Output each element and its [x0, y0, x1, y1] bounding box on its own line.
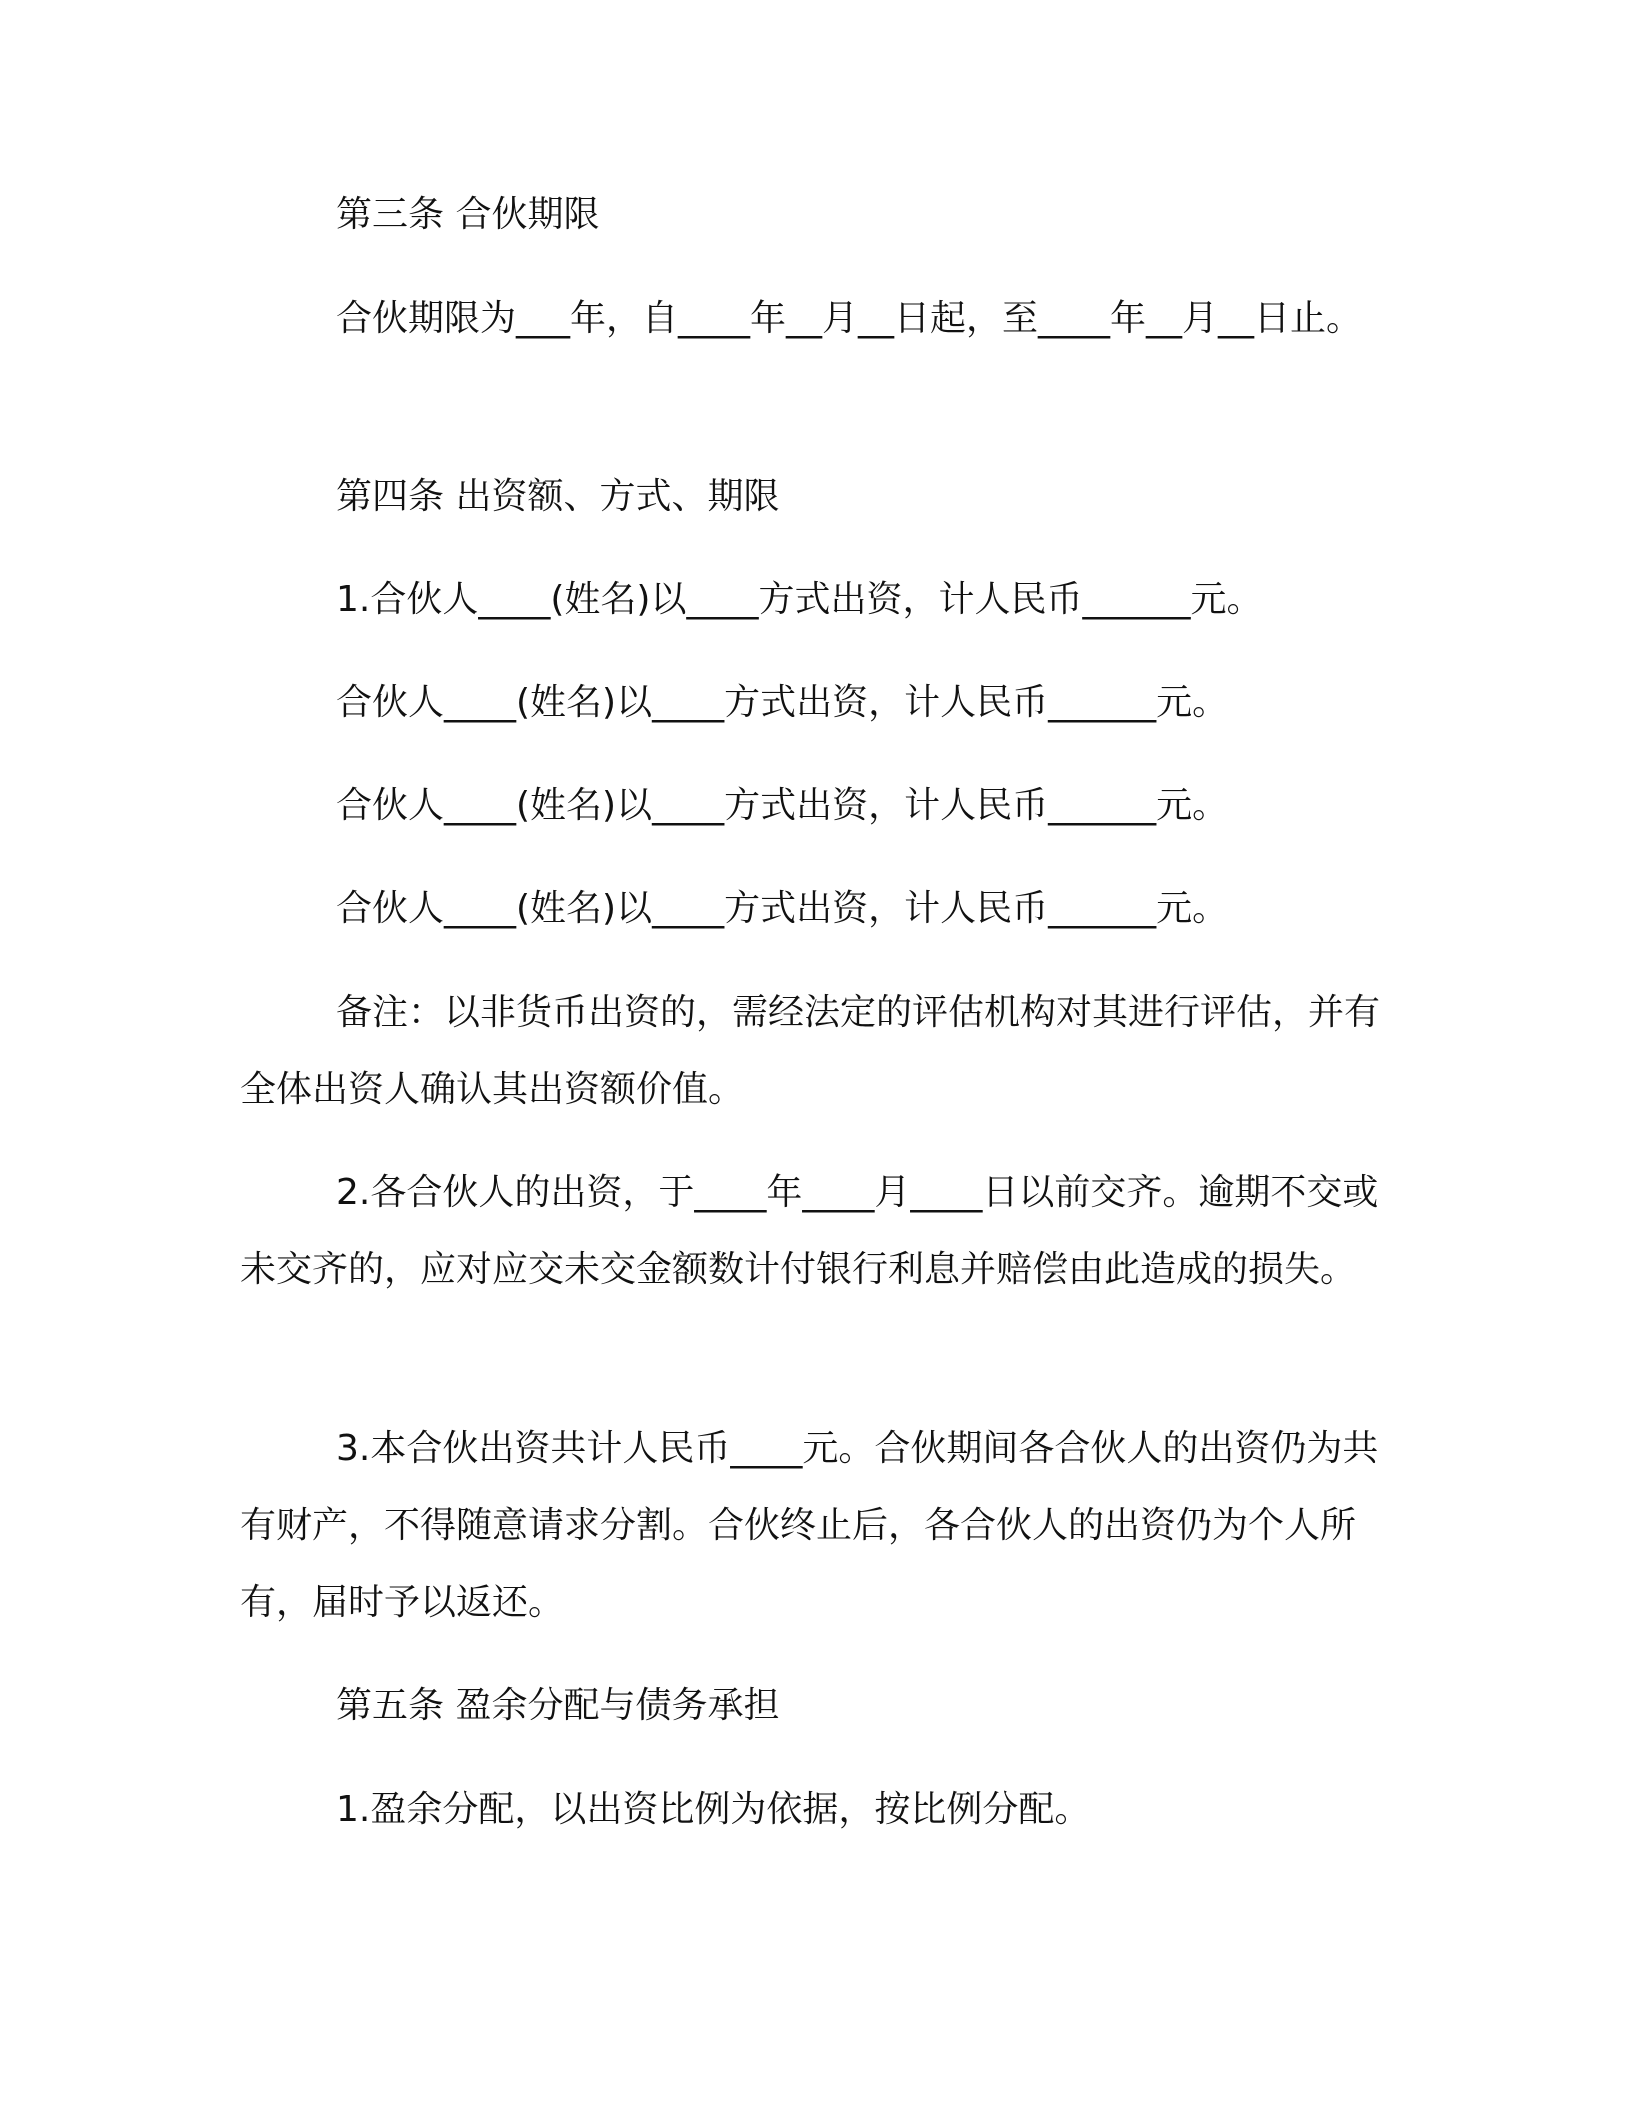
- article-5-item-1: 1.盈余分配，以出资比例为依据，按比例分配。: [336, 1789, 1091, 1830]
- article-3-heading: 第三条 合伙期限: [336, 194, 600, 235]
- article-4-note: 备注：以非货币出资的，需经法定的评估机构对其进行评估，并有全体出资人确认其出资额价值。: [240, 992, 1381, 1110]
- article-4-partner-1: 1.合伙人____(姓名)以____方式出资，计人民币______元。: [336, 579, 1263, 620]
- article-4-partner-4: 合伙人____(姓名)以____方式出资，计人民币______元。: [336, 888, 1229, 929]
- article-5-heading: 第五条 盈余分配与债务承担: [336, 1685, 780, 1726]
- article-4-item-3: 3.本合伙出资共计人民币____元。合伙期间各合伙人的出资仍为共有财产，不得随意请求分割。合伙终止后，各合伙人的出资仍为个人所有，届时予以返还。: [240, 1428, 1379, 1623]
- article-3-term-paragraph: 合伙期限为___年，自____年__月__日起，至____年__月__日止。: [336, 298, 1363, 339]
- article-4-item-2: 2.各合伙人的出资，于____年____月____日以前交齐。逾期不交或未交齐的，应对应交未交金额数计付银行利息并赔偿由此造成的损失。: [240, 1172, 1379, 1290]
- article-4-heading: 第四条 出资额、方式、期限: [336, 476, 780, 517]
- article-4-partner-3: 合伙人____(姓名)以____方式出资，计人民币______元。: [336, 785, 1229, 826]
- article-4-partner-2: 合伙人____(姓名)以____方式出资，计人民币______元。: [336, 682, 1229, 723]
